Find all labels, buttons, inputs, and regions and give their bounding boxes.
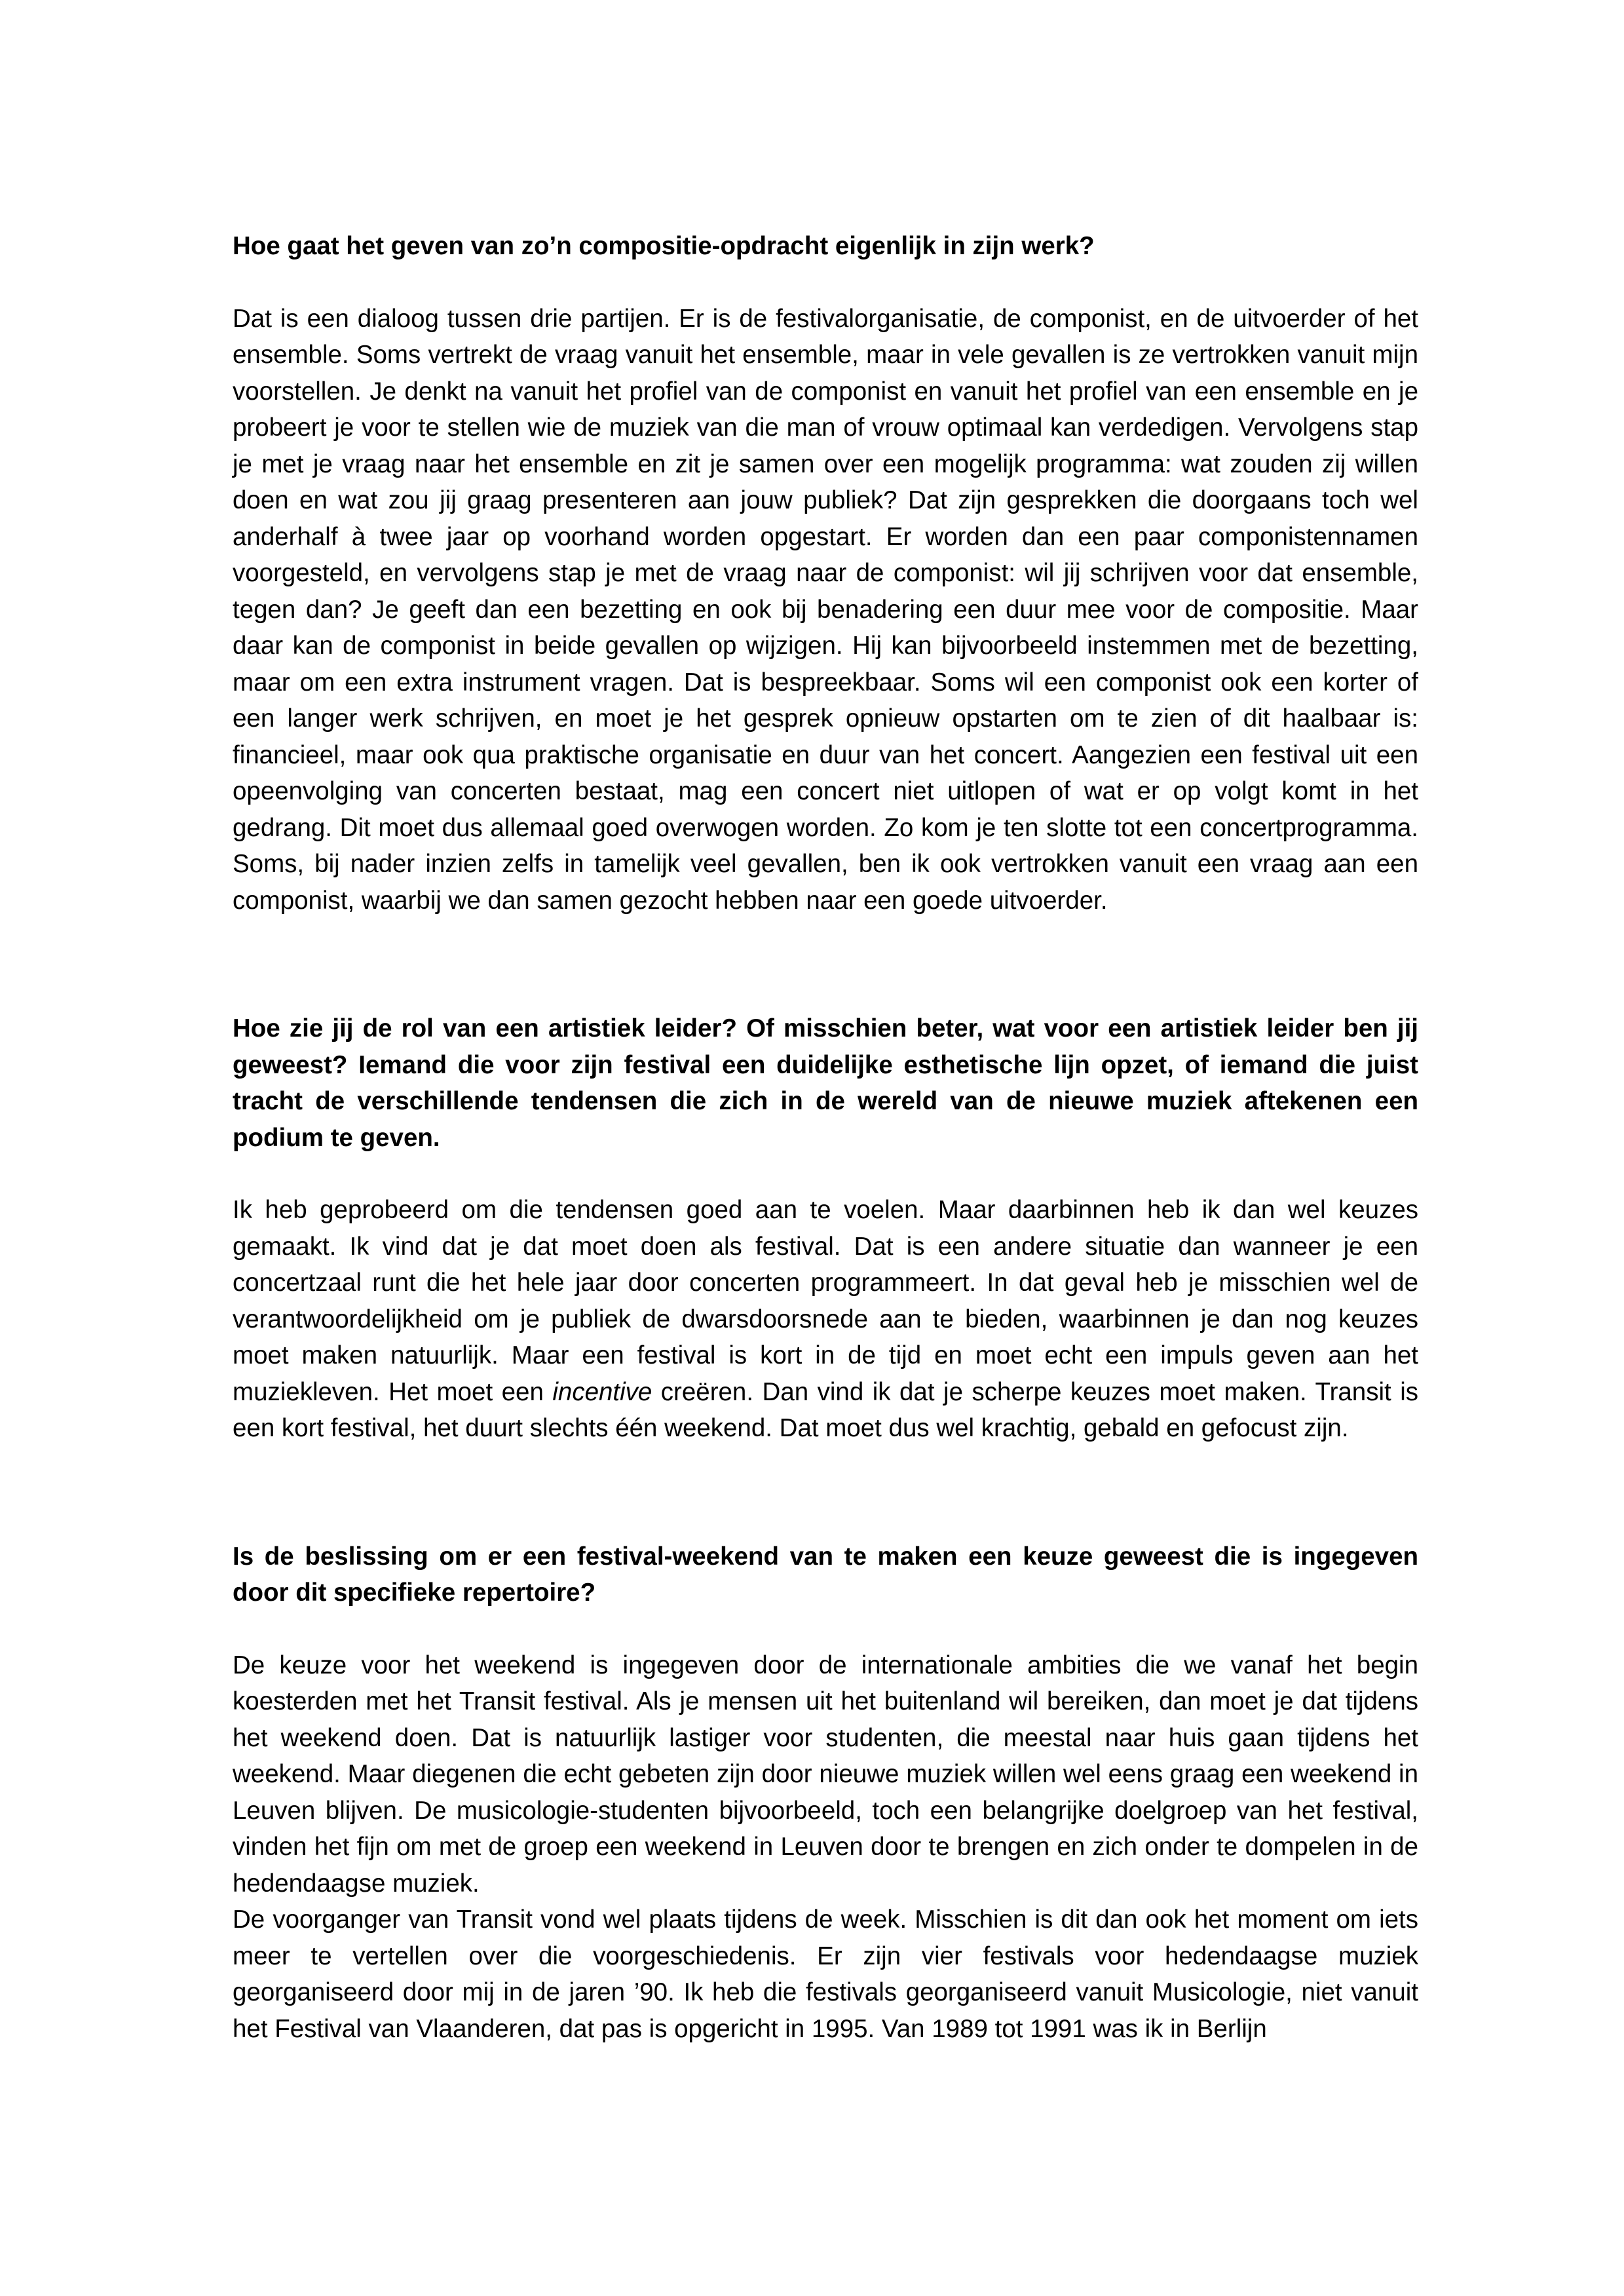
answer-3-continued: De voorganger van Transit vond wel plaats tijdens de week. Misschien is dit dan ook het moment om iets meer te vertellen over die voorgeschiedenis. Er zijn vier festivals voor hedendaagse muziek georganiseerd door mij in de jaren ’90. Ik heb die festivals georganiseerd vanuit Musicologie, niet vanuit het Festival van Vlaanderen, dat pas is opgericht in 1995. Van 1989 tot 1991 was ik in Berlijn xyxy=(233,1905,1418,2043)
question-1: Hoe gaat het geven van zo’n compositie-opdracht eigenlijk in zijn werk? xyxy=(233,232,1095,260)
answer-1: Dat is een dialoog tussen drie partijen. Er is de festivalorganisatie, de componist, en de uitvoerder of het ensemble. Soms vertrekt de vraag vanuit het ensemble, maar in vele gevallen is ze vertrokken vanuit mijn voorstellen. Je denkt na vanuit het profiel van de componist en vanuit het profiel van een ensemble en je probeert je voor te stellen wie de muziek van die man of vrouw optimaal kan verdedigen. Vervolgens stap je met je vraag naar het ensemble en zit je samen over een mogelijk programma: wat zouden zij willen doen en wat zou jij graag presenteren aan jouw publiek? Dat zijn gesprekken die doorgaans toch wel anderhalf à twee jaar op voorhand worden opgestart. Er worden dan een paar componistennamen voorgesteld, en vervolgens stap je met de vraag naar de componist: wil jij schrijven voor dat ensemble, tegen dan? Je geeft dan een bezetting en ook bij benadering een duur mee voor de compositie. Maar daar kan de componist in beide gevallen op wijzigen. Hij kan bijvoorbeeld instemmen met de bezetting, maar om een extra instrument vragen. Dat is bespreekbaar. Soms wil een componist ook een korter of een langer werk schrijven, en moet je het gesprek opnieuw opstarten om te zien of dit haalbaar is: financieel, maar ook qua praktische organisatie en duur van het concert. Aangezien een festival uit een opeenvolging van concerten bestaat, mag een concert niet uitlopen of wat er op volgt komt in het gedrang. Dit moet dus allemaal goed overwogen worden. Zo kom je ten slotte tot een concertprogramma. Soms, bij nader inzien zelfs in tamelijk veel gevallen, ben ik ook vertrokken vanuit een vraag aan een componist, waarbij we dan samen gezocht hebben naar een goede uitvoerder. xyxy=(233,304,1418,915)
spacer xyxy=(233,1156,1418,1192)
answer-2-part-2: creëren. Dan vind ik dat je scherpe keuzes moet maken. Transit is een kort festival, het duurt slechts één weekend. Dat moet dus wel krachtig, gebald en gefocust zijn. xyxy=(233,1377,1418,1442)
answer-2 xyxy=(233,1192,1418,1447)
answer-2-emphasis: incentive xyxy=(552,1377,652,1406)
spacer xyxy=(233,265,1418,301)
document-page xyxy=(233,228,1418,2047)
spacer xyxy=(233,919,1418,1010)
question-3: Is de beslissing om er een festival-weekend van te maken een keuze geweest die is ingegeven door dit specifieke repertoire? xyxy=(233,1542,1418,1607)
answer-2-part-1: Ik heb geprobeerd om die tendensen goed aan te voelen. Maar daarbinnen heb ik dan wel keuzes gemaakt. Ik vind dat je dat moet doen als festival. Dat is een andere situatie dan wanneer je een concertzaal runt die het hele jaar door concerten programmeert. In dat geval heb je misschien wel de verantwoordelijkheid om je publiek de dwarsdoorsnede aan te bieden, waarbinnen je dan nog keuzes moet maken natuurlijk. Maar een festival is kort in de tijd en moet echt een impuls geven aan het muziekleven. Het moet een xyxy=(233,1196,1418,1406)
answer-3: De keuze voor het weekend is ingegeven door de internationale ambities die we vanaf het begin koesterden met het Transit festival. Als je mensen uit het buitenland wil bereiken, dan moet je dat tijdens het weekend doen. Dat is natuurlijk lastiger voor studenten, die meestal naar huis gaan tijdens het weekend. Maar diegenen die echt gebeten zijn door nieuwe muziek willen wel eens graag een weekend in Leuven blijven. De musicologie-studenten bijvoorbeeld, toch een belangrijke doelgroep van het festival, vinden het fijn om met de groep een weekend in Leuven door te brengen en zich onder te dompelen in de hedendaagse muziek. xyxy=(233,1651,1418,1898)
question-2: Hoe zie jij de rol van een artistiek leider? Of misschien beter, wat voor een artistiek leider ben jij geweest? Iemand die voor zijn festival een duidelijke esthetische lijn opzet, of iemand die juist tracht de verschillende tendensen die zich in de wereld van de nieuwe muziek aftekenen een podium te geven. xyxy=(233,1014,1418,1152)
spacer xyxy=(233,1611,1418,1647)
spacer xyxy=(233,1447,1418,1539)
